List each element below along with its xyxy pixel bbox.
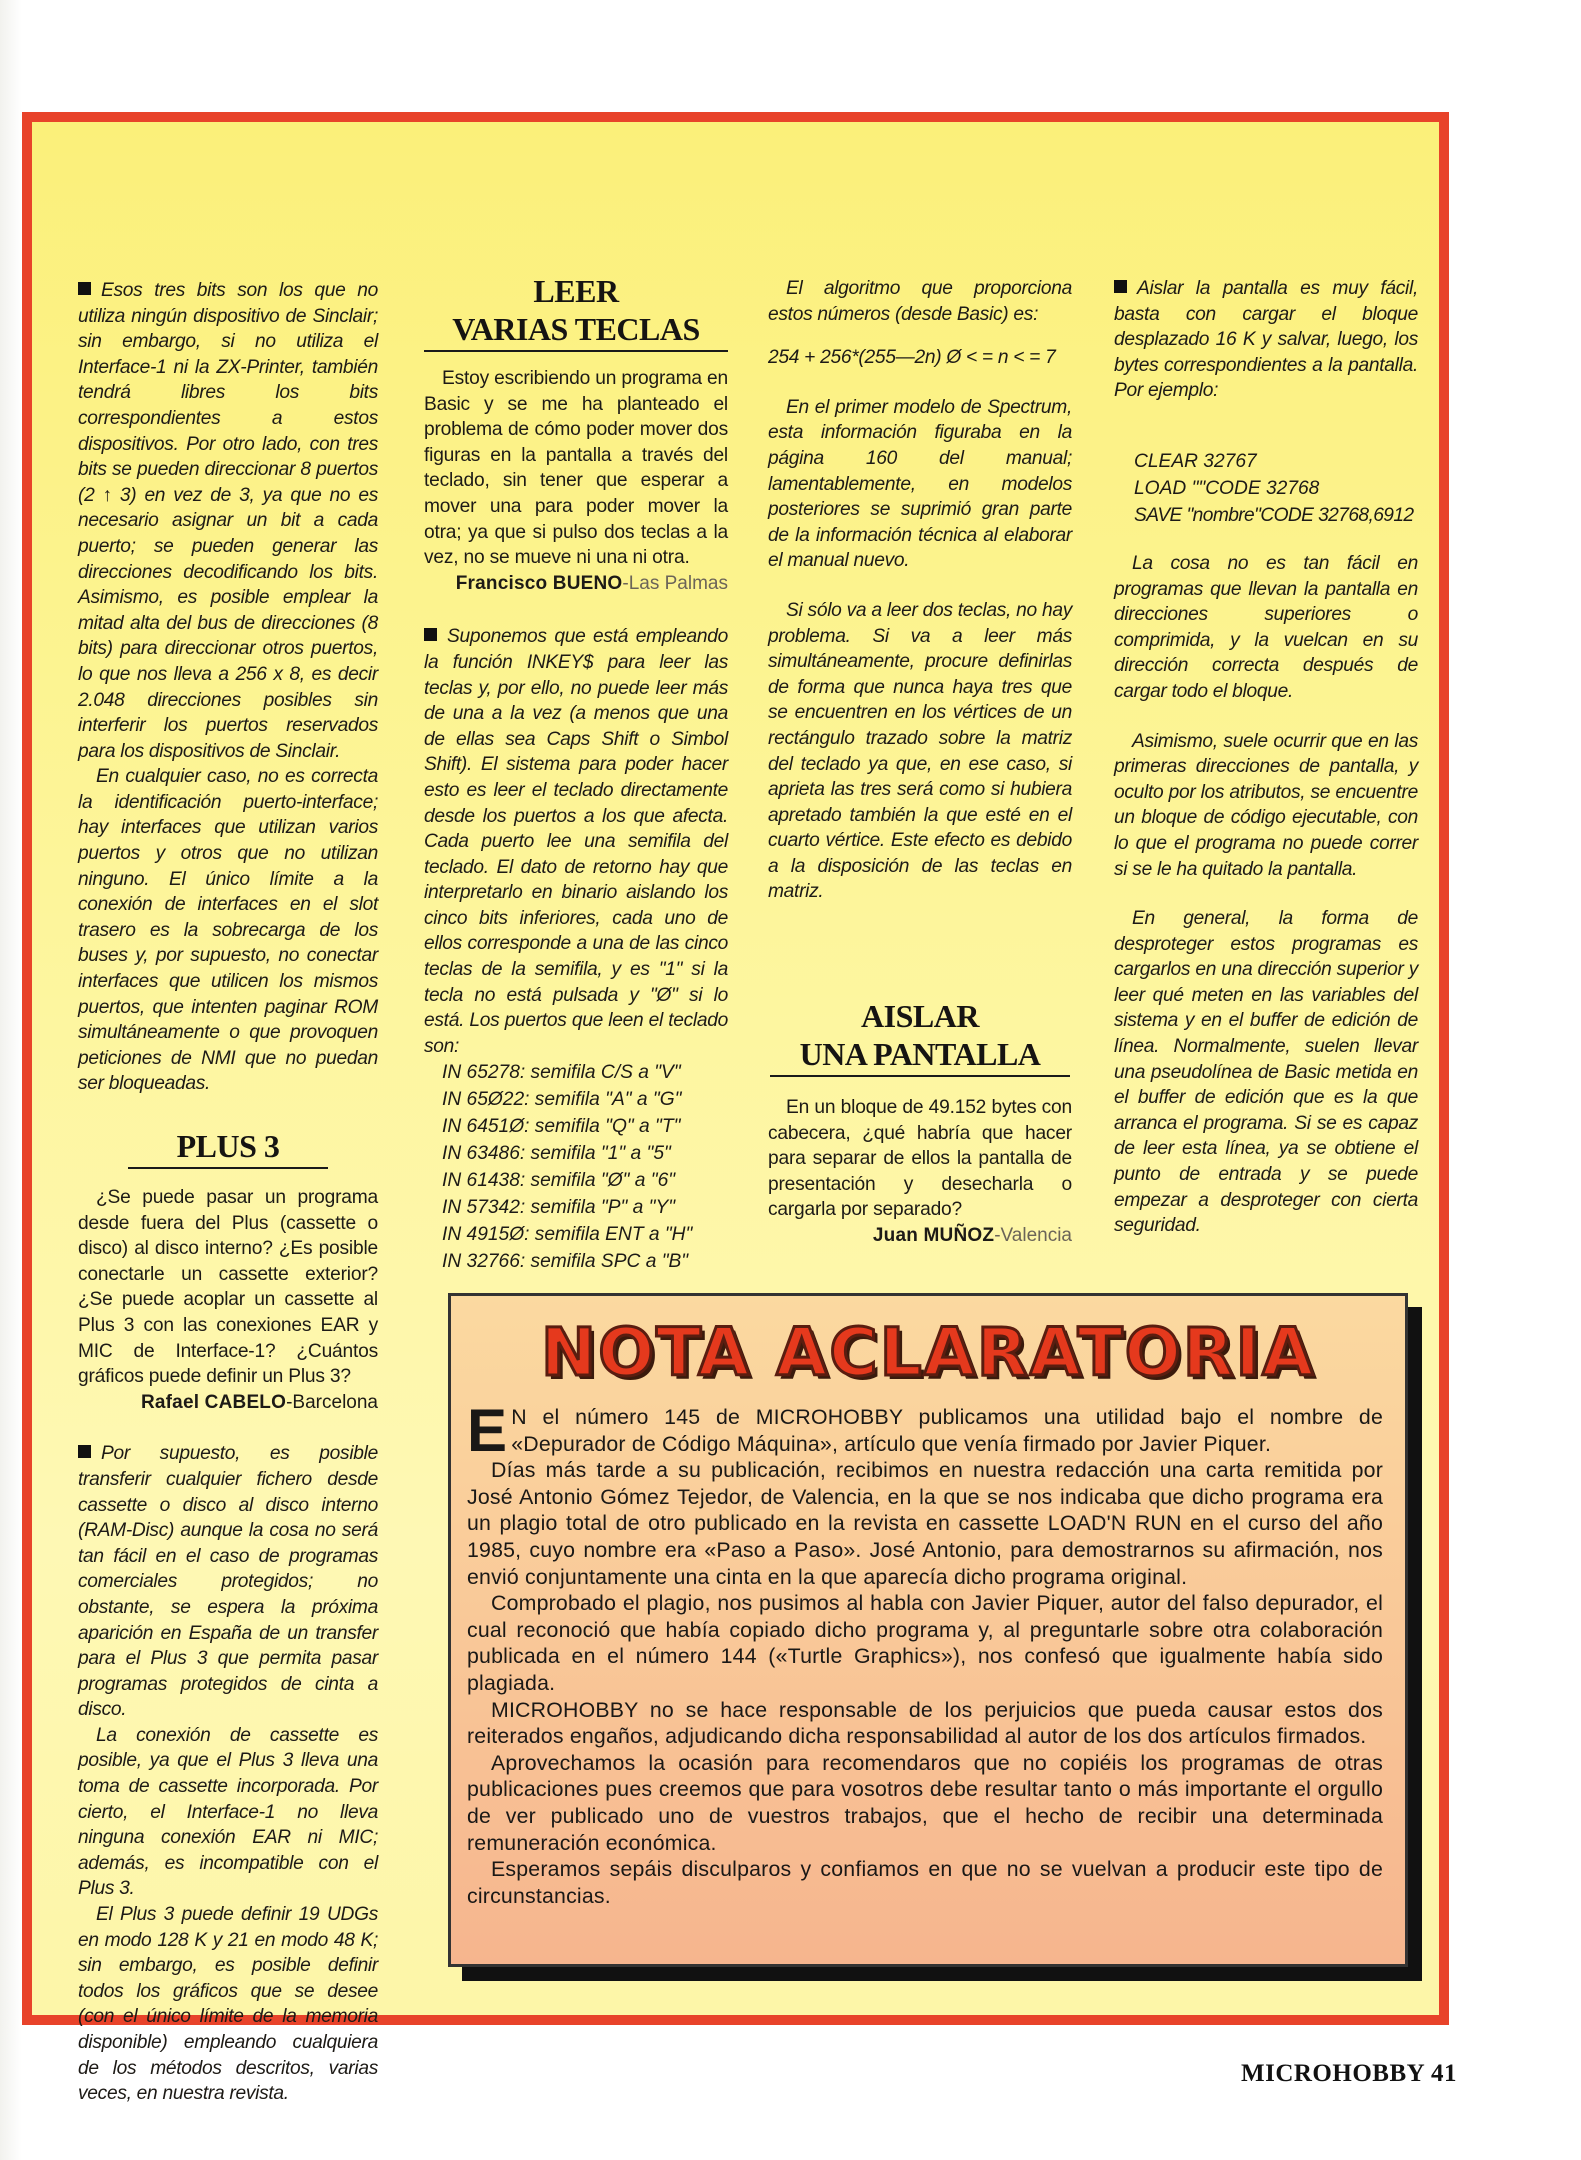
heading-underline xyxy=(128,1167,328,1169)
nota-paragraph: MICROHOBBY no se hace responsable de los perjuicios que pueda causar estos dos reiterados engaños, adjudicando dicha responsabilidad al autor de los dos artículos firmados. xyxy=(467,1697,1383,1749)
port-line: IN 6451Ø: semifila "Q" a "T" xyxy=(442,1116,681,1138)
nota-paragraph: Esperamos sepáis disculparos y confiamos en que no se vuelvan a producir este tipo de circunstancias. xyxy=(467,1857,1383,1908)
formula: 254 + 256*(255—2n) Ø < = n < = 7 xyxy=(768,347,1056,369)
page-binding-edge xyxy=(0,0,22,2160)
nota-paragraph: Aprovechamos la ocasión para recomendaros que no copiéis los programas de otras publicaciones pues creemos que para vosotros debe resultar tanto o más importante el orgullo de ver publicado uno de vuestros trabajos, que el hecho de recibir una determinada remuneración económica. xyxy=(467,1750,1383,1855)
column-4 xyxy=(1114,276,1418,1239)
reader-question: En un bloque de 49.152 bytes con cabecera, ¿qué habría que hacer para separar de ellos la pantalla de presentación y desecharla o cargarla por separado? xyxy=(768,1097,1072,1221)
column-1 xyxy=(78,278,378,2107)
answer-paragraph: Por supuesto, es posible transferir cualquier fichero desde cassette o disco al disco interno (RAM-Disc) aunque la cosa no será tan fácil en el caso de programas comerciales protegidos; no obstante, se espera la próxima aparición en España de un transfer para el Plus 3 que permita pasar programas protegidos de cinta a disco. xyxy=(78,1443,378,1721)
heading-underline xyxy=(770,1075,1070,1077)
page-number: 41 xyxy=(1431,2060,1457,2087)
bullet-square-icon xyxy=(1114,280,1127,293)
answer-paragraph: La cosa no es tan fácil en programas que llevan la pantalla en direcciones superiores o comprimida, y la vuelcan en su dirección correcta después de cargar todo el bloque. xyxy=(1114,552,1418,702)
answer-paragraph: En el primer modelo de Spectrum, esta información figuraba en la página 160 del manual; lamentablemente, en modelos posteriores se suprimió gran parte de la información técnica al elaborar el manual nuevo. xyxy=(768,396,1072,572)
answer-paragraph: Esos tres bits son los que no utiliza ningún dispositivo de Sinclair; sin embargo, si no utiliza el Interface-1 ni la ZX-Printer, también tendrá libres los bits correspondientes a estos dispositivos. Por otro lado, con tres bits se pueden direccionar 8 puertos (2 ↑ 3) en vez de 3, ya que no es necesario asignar un bit a cada puerto; se pueden generar las direcciones decodificando los bits. Asimismo, es posible emplear la mitad alta del bus de direcciones (8 bits) para direccionar otros puertos, lo que nos lleva a 256 x 8, es decir 2.048 direcciones posibles sin interferir los puertos reservados para los dispositivos de Sinclair. xyxy=(78,280,378,762)
reader-signature: Rafael CABELO-Barcelona xyxy=(140,1391,378,1413)
nota-paragraph: Días más tarde a su publicación, recibimos en nuestra redacción una carta remitida por José Antonio Gómez Tejedor, de Valencia, en la que se nos indicaba que dicho programa era un plagio total de otro publicado en la revista en cassette LOAD'N RUN en el curso del año 1985, cuyo nombre era «Paso a Paso». José Antonio, para demostrarnos su afirmación, nos envió conjuntamente una cinta en la que aparecía dicho programa original. xyxy=(467,1458,1383,1589)
reader-question: ¿Se puede pasar un programa desde fuera del Plus (cassette o disco) al disco interno? ¿Es posible conectarle un cassette exterior? ¿Se puede acoplar un cassette al Plus 3 con las conexiones EAR y MIC de Interface-1? ¿Cuántos gráficos puede definir un Plus 3? xyxy=(78,1187,378,1388)
answer-paragraph: En cualquier caso, no es correcta la identificación puerto-interface; hay interfaces que utilizan varios puertos y otros que no utilizan ninguno. El único límite a la conexión de interfaces en el slot trasero es la sobrecarga de los buses y, por supuesto, no conectar interfaces que utilicen los mismos puertos, que intenten paginar ROM simultáneamente o que provoquen peticiones de NMI que no puedan ser bloqueadas. xyxy=(78,766,378,1095)
port-line: IN 61438: semifila "Ø" a "6" xyxy=(442,1170,676,1192)
nota-paragraph: E N el número 145 de MICROHOBBY publicamos una utilidad bajo el nombre de «Depurador de Código Máquina», artículo que venía firmado por Javier Piquer. xyxy=(467,1397,1383,1464)
drop-cap: E xyxy=(467,1397,508,1464)
nota-body xyxy=(467,1397,1383,1909)
port-line: IN 4915Ø: semifila ENT a "H" xyxy=(442,1224,693,1246)
code-line: LOAD ""CODE 32768 xyxy=(1134,477,1320,499)
answer-paragraph: El algoritmo que proporciona estos números (desde Basic) es: xyxy=(768,278,1072,325)
reader-signature: Juan MUÑOZ-Valencia xyxy=(872,1225,1072,1247)
code-line: SAVE "nombre"CODE 32768,6912 xyxy=(1134,504,1414,526)
bullet-square-icon xyxy=(78,1445,91,1458)
column-2 xyxy=(424,272,728,1275)
code-line: CLEAR 32767 xyxy=(1134,450,1257,472)
bullet-square-icon xyxy=(78,282,91,295)
section-heading-leer-varias-teclas: LEER VARIAS TECLAS xyxy=(424,272,728,352)
code-listing xyxy=(1114,448,1418,529)
magazine-name: MICROHOBBY xyxy=(1241,2060,1425,2087)
port-line: IN 65278: semifila C/S a "V" xyxy=(442,1062,681,1084)
keyboard-ports-list xyxy=(424,1059,728,1275)
section-heading-plus3: PLUS 3 xyxy=(78,1127,378,1169)
nota-aclaratoria-box xyxy=(448,1293,1408,1967)
answer-paragraph: Asimismo, suele ocurrir que en las primeras direcciones de pantalla, y oculto por los atributos, se encuentre un bloque de código ejecutable, con lo que el programa no puede correr si se le ha quitado la pantalla. xyxy=(1114,730,1418,880)
reader-question: Estoy escribiendo un programa en Basic y se me ha planteado el problema de cómo poder mover dos figuras en la pantalla a través del teclado, sin tener que esperar a mover una para poder mover la otra; ya que si pulso dos teclas a la vez, no se mueve ni una ni otra. xyxy=(424,368,728,569)
bullet-square-icon xyxy=(424,628,437,641)
answer-paragraph: La conexión de cassette es posible, ya que el Plus 3 lleva una toma de cassette incorporada. Por cierto, el Interface-1 no lleva ninguna conexión EAR ni MIC; además, es incompatible con el Plus 3. xyxy=(78,1724,378,1900)
nota-paragraph: Comprobado el plagio, nos pusimos al habla con Javier Piquer, autor del falso depurador, el cual reconoció que había copiado dicho programa y, al preguntarle sobre otra colaboración publicada en el número 144 («Turtle Graphics»), nos confesó que igualmente había sido plagiada. xyxy=(467,1591,1383,1695)
answer-paragraph: El Plus 3 puede definir 19 UDGs en modo 128 K y 21 en modo 48 K; sin embargo, es posible definir todos los gráficos que se desee (con el único límite de la memoria disponible) empleando cualquiera de los métodos descritos, varias veces, en nuestra revista. xyxy=(78,1904,378,2105)
port-line: IN 57342: semifila "P" a "Y" xyxy=(442,1197,676,1219)
port-line: IN 32766: semifila SPC a "B" xyxy=(442,1251,689,1273)
answer-paragraph: Aislar la pantalla es muy fácil, basta con cargar el bloque desplazado 16 K y salvar, luego, los bytes correspondientes a la pantalla. Por ejemplo: xyxy=(1114,278,1418,402)
answer-paragraph: Suponemos que está empleando la función INKEY$ para leer las teclas y, por ello, no puede leer más de una a la vez (a menos que una de ellas sea Caps Shift o Simbol Shift). El sistema para poder hacer esto es leer el teclado directamente desde los puertos a los que afecta. Cada puerto lee una semifila del teclado. El dato de retorno hay que interpretarlo en binario aislando los cinco bits inferiores, cada uno de ellos corresponde a una de las cinco teclas de la semifila, y es "1" si la tecla no está pulsada y "Ø" si lo está. Los puertos que leen el teclado son: xyxy=(424,626,728,1057)
answer-paragraph: En general, la forma de desproteger estos programas es cargarlos en una dirección superior y leer qué meten en las variables del sistema y en el buffer de edición de línea. Normalmente, suelen llevar una pseudolínea de Basic metida en el buffer de edición que es la que arranca el programa. Si se es capaz de leer esta línea, ya se obtiene el punto de entrada y se puede empezar a desproteger con cierta seguridad. xyxy=(1114,908,1418,1237)
column-3 xyxy=(768,276,1072,1249)
page-footer xyxy=(1241,2060,1457,2088)
port-line: IN 65Ø22: semifila "A" a "G" xyxy=(442,1089,682,1111)
nota-title: NOTA ACLARATORIA xyxy=(540,1314,1316,1391)
heading-underline xyxy=(424,350,728,352)
reader-signature: Francisco BUENO-Las Palmas xyxy=(455,572,728,594)
answer-paragraph: Si sólo va a leer dos teclas, no hay problema. Si va a leer más simultáneamente, procure definirlas de forma que nunca haya tres que se encuentren en los vértices de un rectángulo trazado sobre la matriz del teclado ya que, en ese caso, si aprieta las tres será como si hubiera apretado también la que esté en el cuarto vértice. Este efecto es debido a la disposición de las teclas en matriz. xyxy=(768,599,1072,903)
port-line: IN 63486: semifila "1" a "5" xyxy=(442,1143,671,1165)
section-heading-aislar-una-pantalla: AISLAR UNA PANTALLA xyxy=(768,997,1072,1077)
